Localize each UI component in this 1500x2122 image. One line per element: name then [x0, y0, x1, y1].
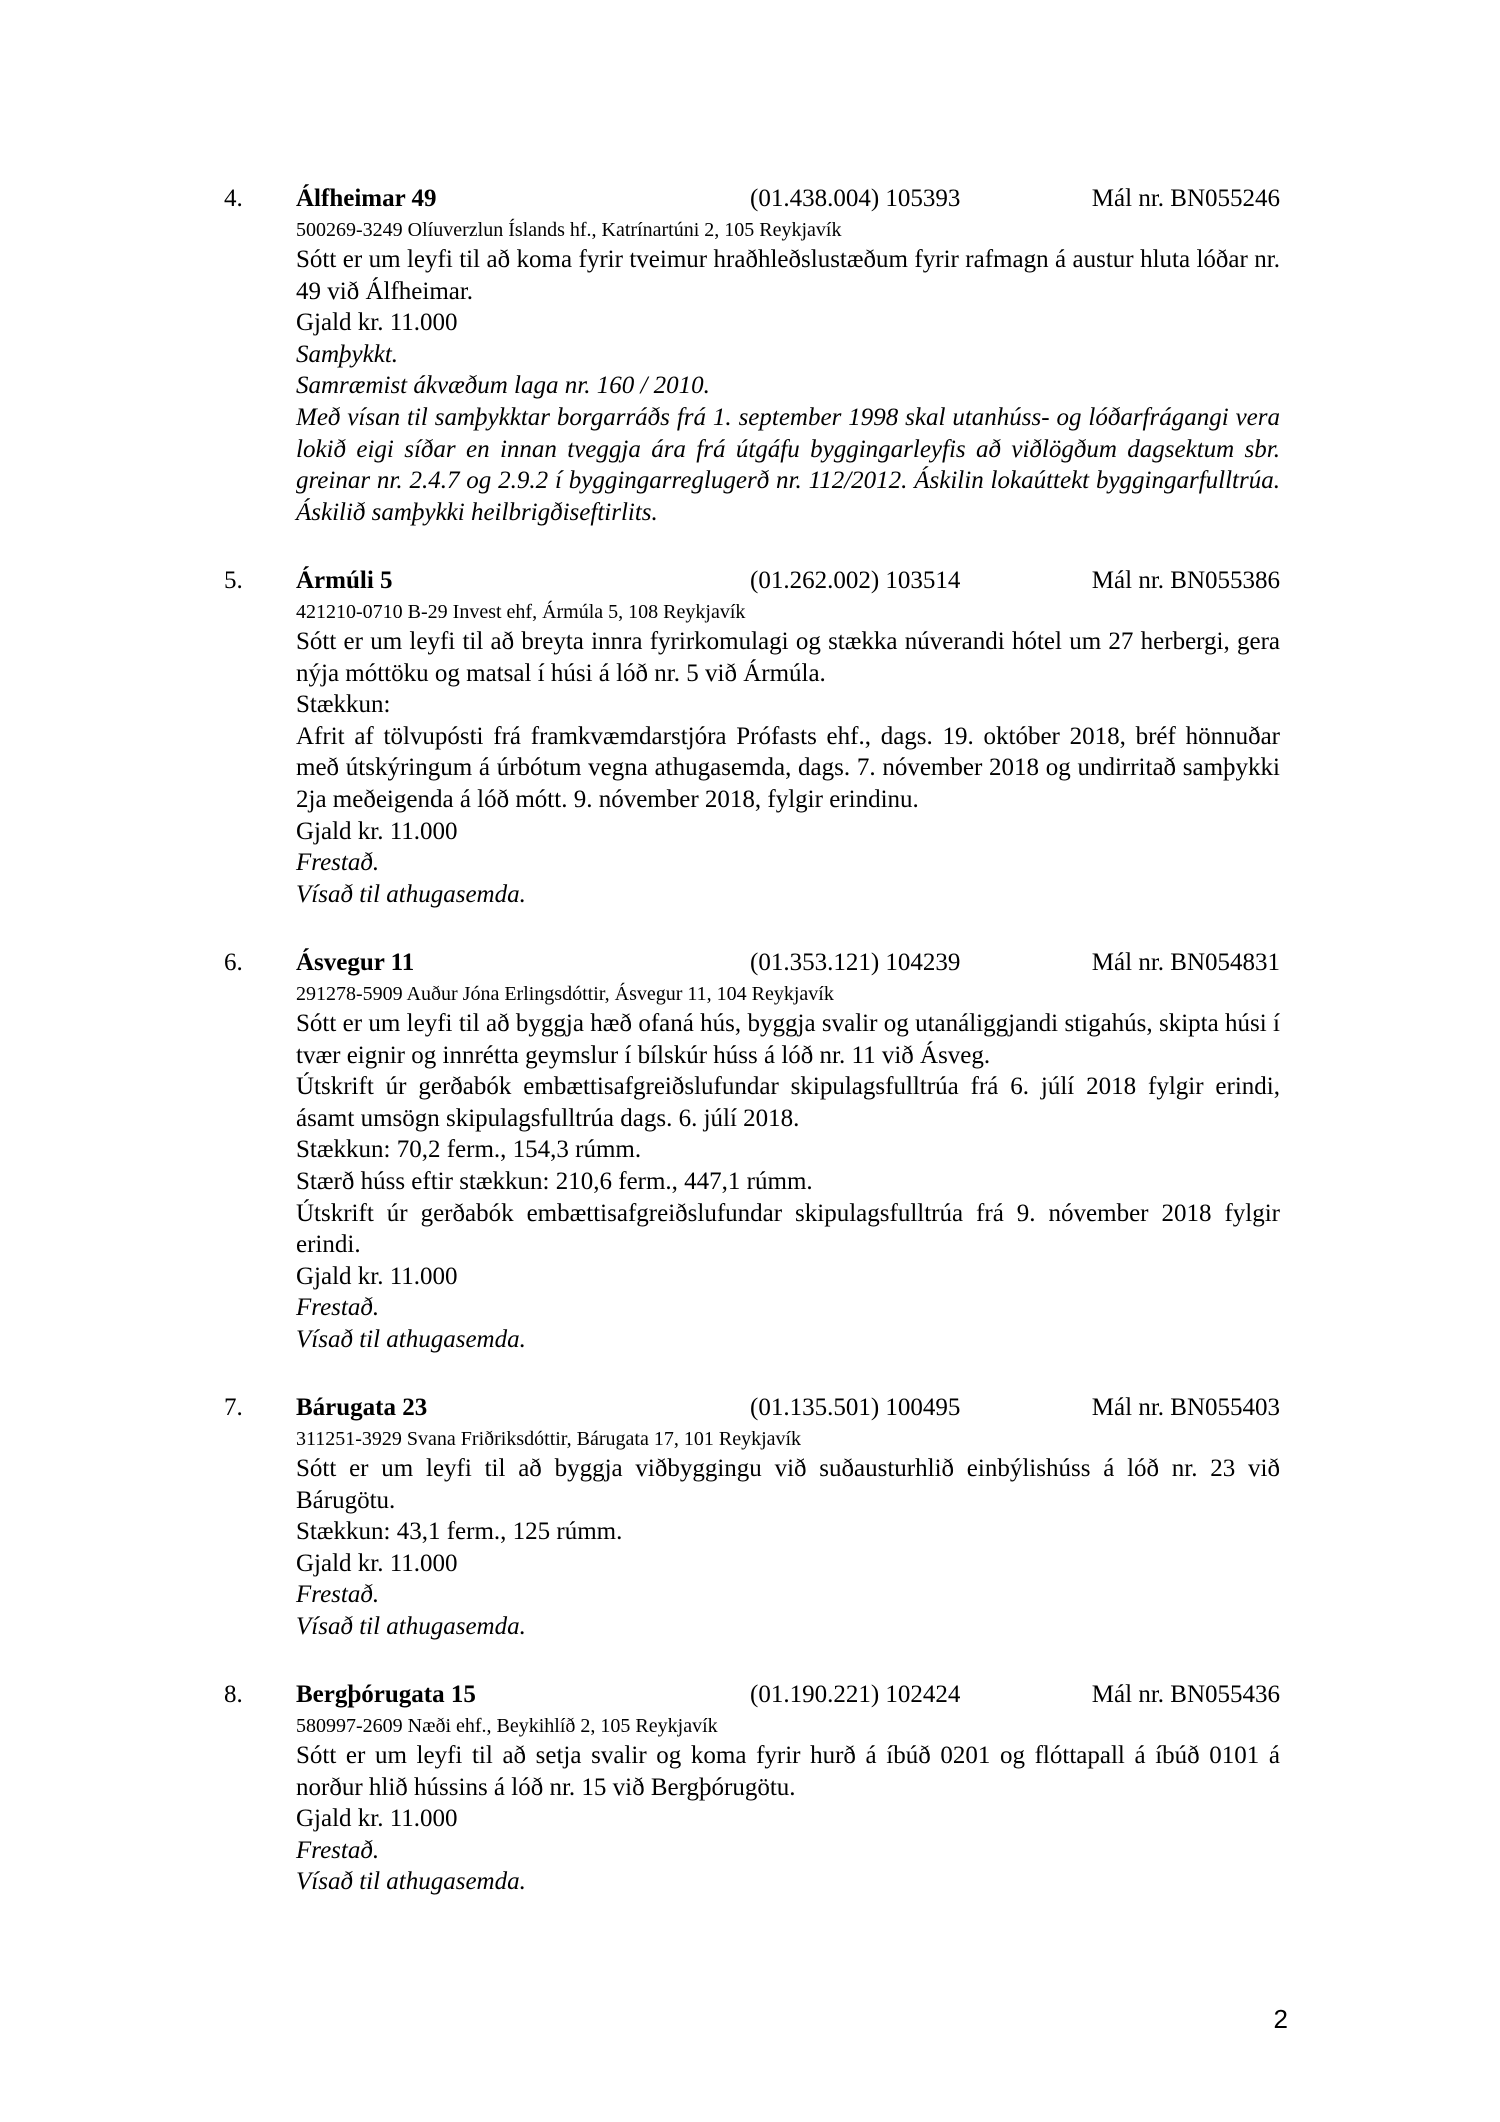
- description: Útskrift úr gerðabók embættisafgreiðslufundar skipulagsfulltrúa frá 6. júlí 2018 fylgir erindi, ásamt umsögn skipulagsfulltrúa dags. 6. júlí 2018.: [296, 1073, 1280, 1132]
- decision-note: Vísað til athugasemda.: [296, 1612, 526, 1640]
- agenda-item: [224, 1391, 1280, 1643]
- decision: Frestað.: [296, 1581, 380, 1609]
- description: Sótt er um leyfi til að setja svalir og koma fyrir hurð á íbúð 0201 og flóttapall á íbúð 0101 á norður hlið hússins á lóð nr. 15 við Bergþórugötu.: [296, 1742, 1280, 1801]
- decision-note: Vísað til athugasemda.: [296, 880, 526, 908]
- item-header: [224, 1391, 1280, 1425]
- item-address: Ármúli 5: [296, 567, 393, 594]
- case-number: Mál nr. BN055246: [1091, 185, 1280, 212]
- description: Stærð húss eftir stækkun: 210,6 ferm., 447,1 rúmm.: [296, 1167, 813, 1195]
- description: Sótt er um leyfi til að byggja hæð ofaná hús, byggja svalir og utanáliggjandi stigahús, skipta húsi í tvær eignir og innrétta geymslur í bílskúr húss á lóð nr. 11 við Ásveg.: [296, 1010, 1280, 1069]
- land-number: (01.353.121) 104239: [750, 949, 961, 976]
- item-header: [224, 1678, 1280, 1712]
- item-header: [224, 946, 1280, 980]
- description: Sótt er um leyfi til að koma fyrir tveimur hraðhleðslustæðum fyrir rafmagn á austur hluta lóðar nr. 49 við Álfheimar.: [296, 246, 1280, 305]
- item-header: [224, 182, 1280, 216]
- item-address: Álfheimar 49: [296, 185, 437, 212]
- fee: Gjald kr. 11.000: [296, 1262, 458, 1290]
- item-number: 5.: [224, 567, 243, 594]
- agenda-item: [224, 182, 1280, 528]
- case-number: Mál nr. BN055403: [1091, 1394, 1280, 1421]
- description: Stækkun: 70,2 ferm., 154,3 rúmm.: [296, 1136, 642, 1164]
- description: Stækkun: 43,1 ferm., 125 rúmm.: [296, 1518, 623, 1546]
- item-address: Bergþórugata 15: [296, 1681, 476, 1708]
- decision: Frestað.: [296, 1294, 380, 1322]
- item-number: 8.: [224, 1681, 243, 1708]
- land-number: (01.438.004) 105393: [750, 185, 961, 212]
- description: Útskrift úr gerðabók embættisafgreiðslufundar skipulagsfulltrúa frá 9. nóvember 2018 fylgir erindi.: [296, 1199, 1280, 1259]
- item-body: [296, 598, 1280, 910]
- item-number: 7.: [224, 1394, 243, 1421]
- applicant: 580997-2609 Næði ehf., Beykihlíð 2, 105 Reykjavík: [296, 1715, 718, 1737]
- item-body: [296, 980, 1280, 1356]
- case-number: Mál nr. BN054831: [1091, 949, 1280, 976]
- item-address: Bárugata 23: [296, 1394, 428, 1421]
- description: Sótt er um leyfi til að breyta innra fyrirkomulagi og stækka núverandi hótel um 27 herbergi, gera nýja móttöku og matsal í húsi á lóð nr. 5 við Ármúla.: [296, 628, 1280, 687]
- applicant: 500269-3249 Olíuverzlun Íslands hf., Katrínartúni 2, 105 Reykjavík: [296, 219, 842, 241]
- item-number: 4.: [224, 185, 243, 212]
- land-number: (01.262.002) 103514: [750, 567, 961, 594]
- decision: Frestað.: [296, 849, 380, 877]
- decision: Samþykkt.: [296, 340, 399, 368]
- item-header: [224, 564, 1280, 598]
- case-number: Mál nr. BN055436: [1091, 1681, 1280, 1708]
- decision-note: Með vísan til samþykktar borgarráðs frá 1. september 1998 skal utanhúss- og lóðarfrágangi vera lokið eigi síðar en innan tveggja ára frá útgáfu byggingarleyfis að viðlögðum dagsektum sbr. greinar nr. 2.4.7 og 2.9.2 í byggingarreglugerð nr. 112/2012. Áskilin lokaúttekt byggingarfulltrúa. Áskilið samþykki heilbrigðiseftirlits.: [296, 403, 1280, 526]
- fee: Gjald kr. 11.000: [296, 1805, 458, 1833]
- agenda-item: [224, 1678, 1280, 1898]
- description: Sótt er um leyfi til að byggja viðbyggingu við suðausturhlið einbýlishúss á lóð nr. 23 við Bárugötu.: [296, 1455, 1280, 1514]
- applicant: 311251-3929 Svana Friðriksdóttir, Bárugata 17, 101 Reykjavík: [296, 1428, 802, 1450]
- item-address: Ásvegur 11: [296, 949, 415, 976]
- decision-note: Vísað til athugasemda.: [296, 1325, 526, 1353]
- decision: Frestað.: [296, 1836, 380, 1864]
- decision-note: Vísað til athugasemda.: [296, 1868, 526, 1896]
- land-number: (01.190.221) 102424: [750, 1681, 961, 1708]
- page-number: 2: [1273, 2004, 1288, 2034]
- case-number: Mál nr. BN055386: [1091, 567, 1280, 594]
- item-body: [296, 216, 1280, 528]
- item-body: [296, 1712, 1280, 1898]
- fee: Gjald kr. 11.000: [296, 309, 458, 337]
- applicant: 291278-5909 Auður Jóna Erlingsdóttir, Ásvegur 11, 104 Reykjavík: [296, 983, 834, 1005]
- agenda-item: [224, 564, 1280, 910]
- decision-note: Samræmist ákvæðum laga nr. 160 / 2010.: [296, 372, 710, 400]
- applicant: 421210-0710 B-29 Invest ehf, Ármúla 5, 108 Reykjavík: [296, 601, 746, 623]
- item-body: [296, 1425, 1280, 1643]
- description: Stækkun:: [296, 691, 391, 719]
- fee: Gjald kr. 11.000: [296, 1549, 458, 1577]
- agenda-item: [224, 946, 1280, 1356]
- item-number: 6.: [224, 949, 243, 976]
- land-number: (01.135.501) 100495: [750, 1394, 961, 1421]
- description: Afrit af tölvupósti frá framkvæmdarstjóra Prófasts ehf., dags. 19. október 2018, bréf hönnuðar með útskýringum á úrbótum vegna athugasemda, dags. 7. nóvember 2018 og undirritað samþykki 2ja meðeigenda á lóð mótt. 9. nóvember 2018, fylgir erindinu.: [296, 722, 1280, 813]
- fee: Gjald kr. 11.000: [296, 817, 458, 845]
